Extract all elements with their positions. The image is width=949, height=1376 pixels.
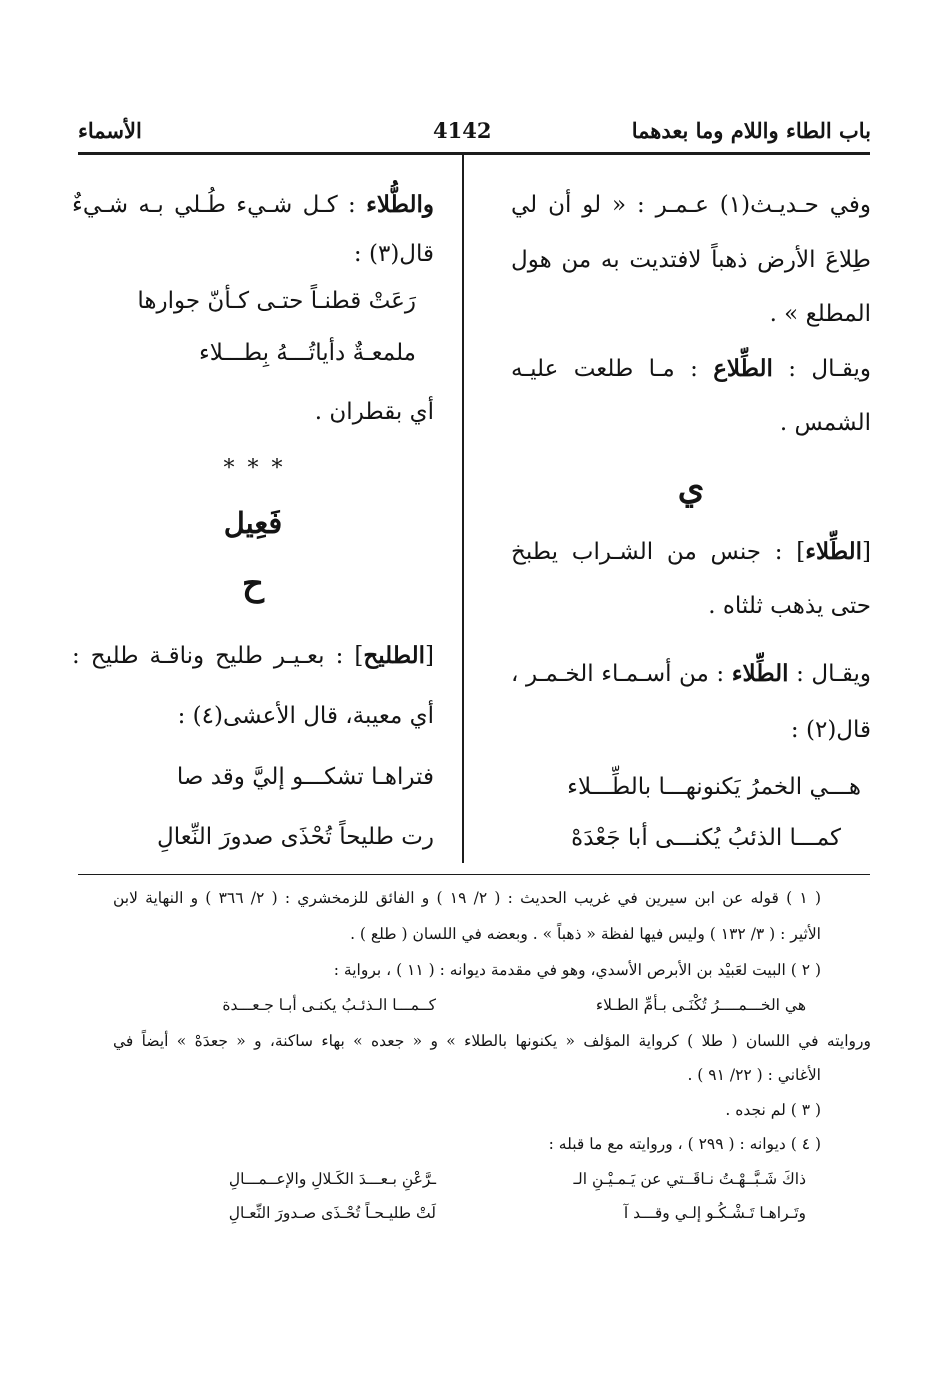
footnote-4-verse-1-first-half: ذاكَ شَـبَّــهْـتُ نـاقَــتي عن يَـمـيْـنِ الـ	[573, 1170, 806, 1188]
entry-prefix: ويقـال :	[788, 661, 871, 687]
entry-tila3-line-1	[511, 657, 871, 691]
entry-tila2-line-2: حتى يذهب ثلثاه .	[708, 593, 871, 619]
pattern-heading: فَعِيل	[223, 506, 283, 540]
verse-line-4: رت طليحاً تُحْذَى صدورَ النِّعالِ	[156, 824, 434, 850]
entry-definition: ] : بعـيـر طليح وناقـة طليح :	[72, 643, 364, 669]
footnote-4-verse-2-second-half: لَتْ طليـحـاً تُحْـذَى صـدورَ النِّعـالِ	[228, 1204, 436, 1222]
hadith-line-3: المطلع » .	[769, 301, 871, 327]
entry-tula-line-2: قال(٣) :	[353, 241, 434, 267]
entry-prefix: ويقـال :	[772, 356, 871, 382]
entry-definition: : من أسـمـاء الخـمـر ،	[511, 661, 732, 687]
page-number: 4142	[433, 118, 492, 143]
verse-line-2: ملمعـةٌ دأياتُـــهُ بِطـــلاء	[198, 340, 416, 366]
headword-talih: الطليح	[363, 642, 426, 669]
footnote-rule	[78, 874, 870, 875]
section-title: الأسماء	[78, 118, 142, 143]
entry-tula-line-1	[72, 188, 434, 222]
footnote-2-line-4: الأغاني : ( ٢٢/ ٩١ ) .	[687, 1066, 821, 1084]
column-divider	[462, 155, 464, 863]
verse-line-1: رَعَتْ قطنـاً حتـى كـأنّ جوارها	[137, 288, 416, 314]
footnotes	[113, 882, 871, 1252]
hadith-line-1: وفي حـديـث(١) عـمـر : « لو أن لي	[511, 192, 871, 218]
chapter-title: باب الطاء واللام وما بعدهما	[631, 118, 871, 143]
header-rule	[78, 152, 870, 155]
entry-talih-line-2: أي معيبة، قال الأعشى(٤) :	[177, 703, 434, 729]
entry-definition: ] : جنس من الشـراب يطبخ	[511, 539, 806, 565]
headword-tila3: الطِّلاء	[731, 660, 789, 687]
footnote-4-verse-1-second-half: ـرَّعْنِ بـعـــدَ الكَـلالِ والإعــمـــالِ	[228, 1170, 436, 1188]
entry-definition: : مـا طلعت عليـه	[511, 356, 714, 382]
footnote-1-line-2: الأثير : ( ٣/ ١٣٢ ) وليس فيها لفظة « ذهباً » . وبعضه في اللسان ( طلع ) .	[350, 925, 821, 943]
section-separator-stars: * * *	[223, 456, 283, 481]
entry-definition: : كـل شـيء طُـلي بـه شـيءٌ	[72, 192, 367, 218]
footnote-1-line-1: ( ١ ) قوله عن ابن سيرين في غريب الحديث : ( ٢/ ١٩ ) و الفائق للزمخشري : ( ٢/ ٣٦٦ ) و النهاية لابن	[113, 889, 822, 907]
verse-line-1: هـــي الخمرُ يَكنونهـــا بالطِّـــلاء	[567, 774, 861, 800]
verse-line-3: فتراهـا تشكـــو إليَّ وقد صا	[176, 764, 434, 790]
footnote-4-verse-2-first-half: وتَـراهـا تَـشْـكُـو إلـي وقـــد آ	[623, 1204, 806, 1222]
footnote-2-verse-second-half: كــمـــا الـذئـبُ يكنـى أبـا جـعـــدة	[222, 996, 436, 1014]
entry-talih-line-1: [الطليح] : بعـيـر طليح وناقـة طليح :	[72, 642, 434, 669]
headword-tila2: الطِّلاء	[805, 538, 863, 565]
entry-tila-line-2: الشمس .	[779, 410, 871, 436]
verse-line-2: كمـــا الذئبُ يُكنـــى أبا جَعْدَهْ	[571, 825, 841, 851]
footnote-4-line-1: ( ٤ ) ديوانه : ( ٢٩٩ ) ، وروايته مع ما قبله :	[548, 1135, 821, 1153]
left-column	[72, 180, 434, 860]
entry-tila2-line-1: [الطِّلاء] : جنس من الشـراب يطبخ	[511, 538, 871, 565]
section-letter-ya: ي	[677, 468, 705, 508]
footnote-2-line-3: وروايته في اللسان ( طلا ) كرواية المؤلف « يكنونها بالطلاء » و « جعده » بهاء ساكنة، و « جعدَهْ » أيضاً في	[113, 1032, 871, 1050]
section-letter-ha: ح	[242, 564, 264, 604]
running-header	[78, 108, 871, 156]
headword-tila: الطِّلاع	[713, 355, 773, 382]
gloss-line: أي بقطران .	[314, 399, 434, 425]
hadith-line-2: طِلاعَ الأرض ذهباً لافتديت به من هول	[511, 247, 871, 273]
headword-tula: والطُّلاء	[366, 191, 434, 218]
footnote-3: ( ٣ ) لم نجده .	[725, 1101, 821, 1119]
footnote-2-line-1: ( ٢ ) البيت لعَبيْد بن الأبرص الأسدي، وهو في مقدمة ديوانه : ( ١١ ) ، برواية :	[333, 961, 821, 979]
right-column	[511, 180, 871, 860]
entry-tila-line-1	[511, 352, 871, 386]
entry-tila3-line-2: قال(٢) :	[790, 717, 871, 743]
footnote-2-verse-first-half: هي الخـــمــــرُ تُكْنَـى بـأمِّ الطـلاء	[595, 996, 806, 1014]
